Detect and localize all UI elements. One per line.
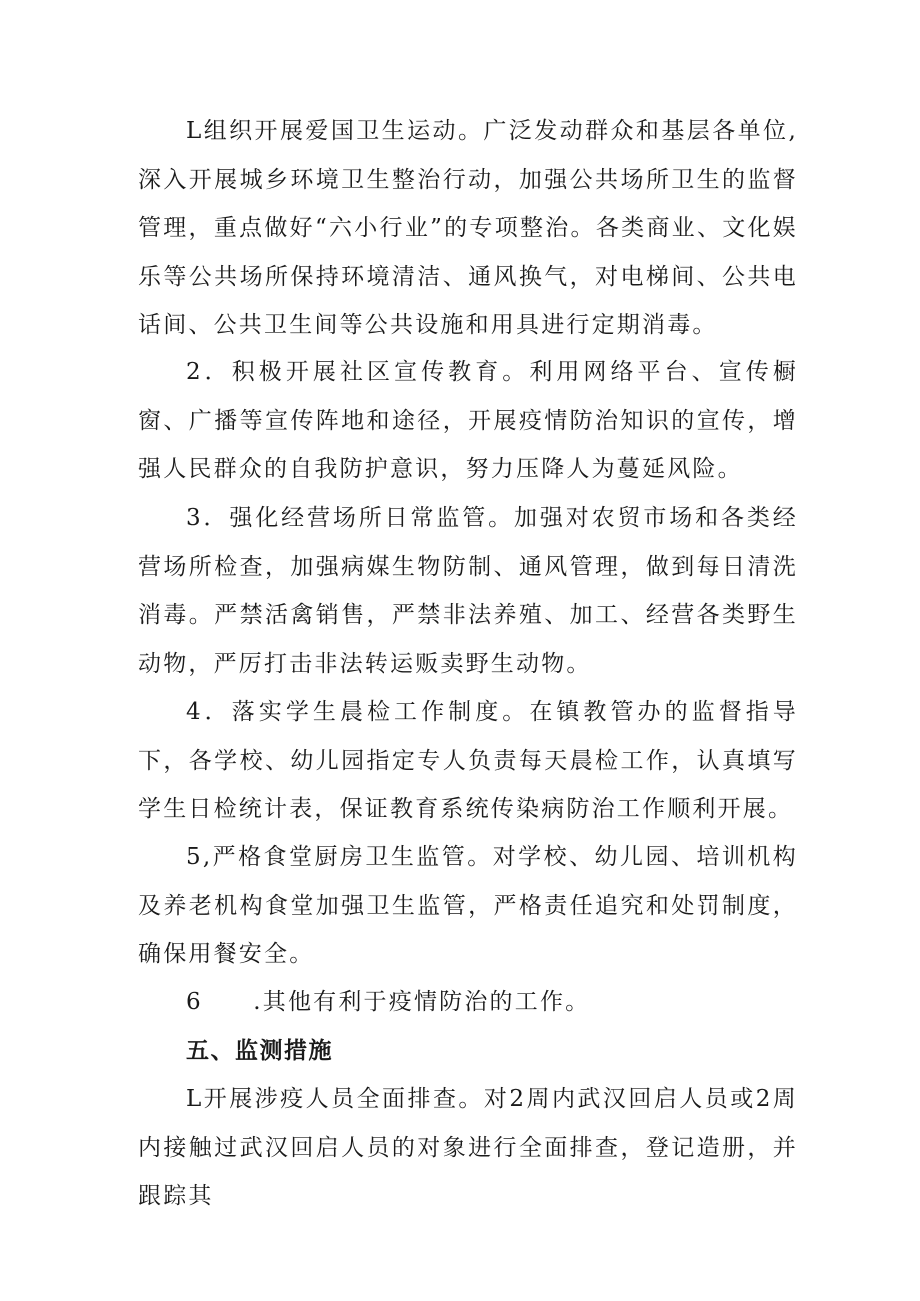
paragraph-community-education: 2．积极开展社区宣传教育。利用网络平台、宣传橱窗、广播等宣传阵地和途径，开展疫情防治知识的宣传，增强人民群众的自我防护意识，努力压降人为蔓延风险。: [138, 359, 798, 482]
paragraph-patriotic-hygiene: L组织开展爱国卫生运动。广泛发动群众和基层各单位,深入开展城乡环境卫生整治行动，加强公共场所卫生的监督管理，重点做好“六小行业”的专项整治。各类商业、文化娱乐等公共场所保持环境清洁、通风换气，对电梯间、公共电话间、公共卫生间等公共设施和用具进行定期消毒。: [138, 118, 798, 338]
paragraph-personnel-screening: L开展涉疫人员全面排查。对2周内武汉回启人员或2周内接触过武汉回启人员的对象进行全面排查，登记造册，并跟踪其: [138, 1086, 798, 1209]
paragraph-student-morning-check: 4．落实学生晨检工作制度。在镇教管办的监督指导下，各学校、幼儿园指定专人负责每天晨检工作，认真填写学生日检统计表，保证教育系统传染病防治工作顺利开展。: [138, 699, 798, 822]
paragraph-other-work: 6 .其他有利于疫情防治的工作。: [186, 989, 591, 1015]
paragraph-business-supervision: 3．强化经营场所日常监管。加强对农贸市场和各类经营场所检查，加强病媒生物防制、通风管理，做到每日清洗消毒。严禁活禽销售，严禁非法养殖、加工、经营各类野生动物，严厉打击非法转运贩卖野生动物。: [138, 505, 798, 677]
section-heading-monitoring: 五、监测措施: [186, 1038, 333, 1064]
paragraph-canteen-supervision: 5,严格食堂厨房卫生监管。对学校、幼儿园、培训机构及养老机构食堂加强卫生监管，严格责任追究和处罚制度，确保用餐安全。: [138, 844, 798, 967]
